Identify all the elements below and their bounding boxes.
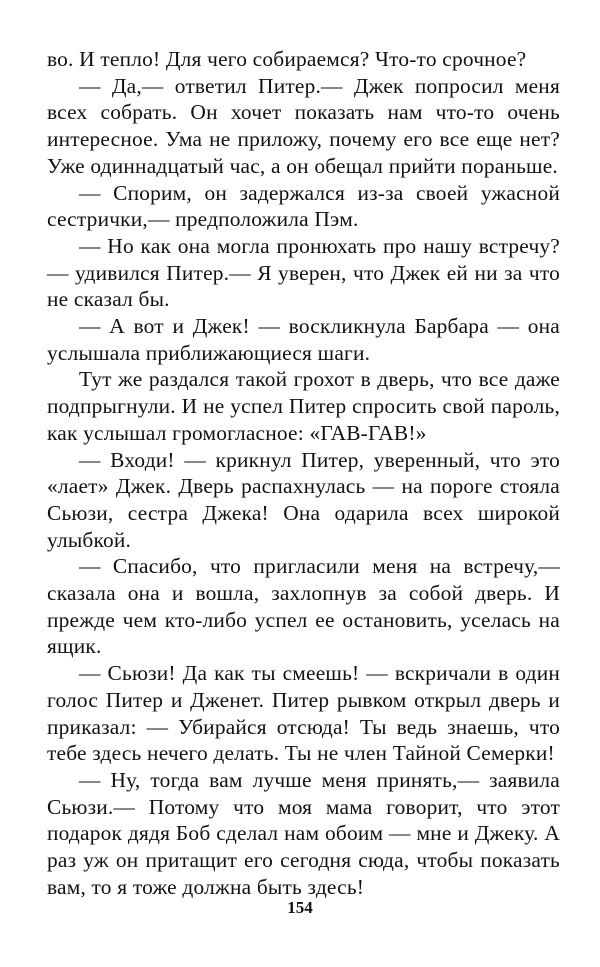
paragraph: Тут же раздался такой грохот в дверь, что все даже подпрыгнули. И не успел Питер спросить свой пароль, как услышал громогласное: «ГАВ-ГАВ!» xyxy=(47,367,560,445)
paragraph: — Но как она могла пронюхать про нашу встречу? — удивился Питер.— Я уверен, что Джек ей ни за что не сказал бы. xyxy=(47,233,560,312)
paragraph: — Входи! — крикнул Питер, уверенный, что это «лает» Джек. Дверь распахнулась — на пороге стояла Сьюзи, сестра Джека! Она одарила всех широкой улыбкой. xyxy=(47,447,560,552)
page-number: 154 xyxy=(287,898,313,917)
paragraph: — Да,— ответил Питер.— Джек попросил меня всех собрать. Он хочет показать нам что-то очень интересное. Ума не приложу, почему его все еще нет? Уже одиннадцатый час, а он обещал прийти пораньше. xyxy=(47,73,560,178)
page-body xyxy=(47,46,560,901)
paragraph: — А вот и Джек! — воскликнула Барбара — она услышала приближающиеся шаги. xyxy=(47,314,560,365)
paragraph: — Сьюзи! Да как ты смеешь! — вскричали в один голос Питер и Дженет. Питер рывком открыл дверь и приказал: — Убирайся отсюда! Ты ведь знаешь, что тебе здесь нечего делать. Ты не член Тайной Семерки! xyxy=(47,661,560,766)
paragraph: — Ну, тогда вам лучше меня принять,— заявила Сьюзи.— Потому что моя мама говорит, что этот подарок дядя Боб сделал нам обоим — мне и Джеку. А раз уж он притащит его сегодня сюда, чтобы показать вам, то я тоже должна быть здесь! xyxy=(47,767,560,899)
paragraph: — Спасибо, что пригласили меня на встречу,— сказала она и вошла, захлопнув за собой дверь. И прежде чем кто-либо успел ее остановить, уселась на ящик. xyxy=(47,554,560,659)
paragraph: во. И тепло! Для чего собираемся? Что-то срочное? xyxy=(47,47,527,71)
paragraph: — Спорим, он задержался из-за своей ужасной сестрички,— предположила Пэм. xyxy=(47,180,560,232)
